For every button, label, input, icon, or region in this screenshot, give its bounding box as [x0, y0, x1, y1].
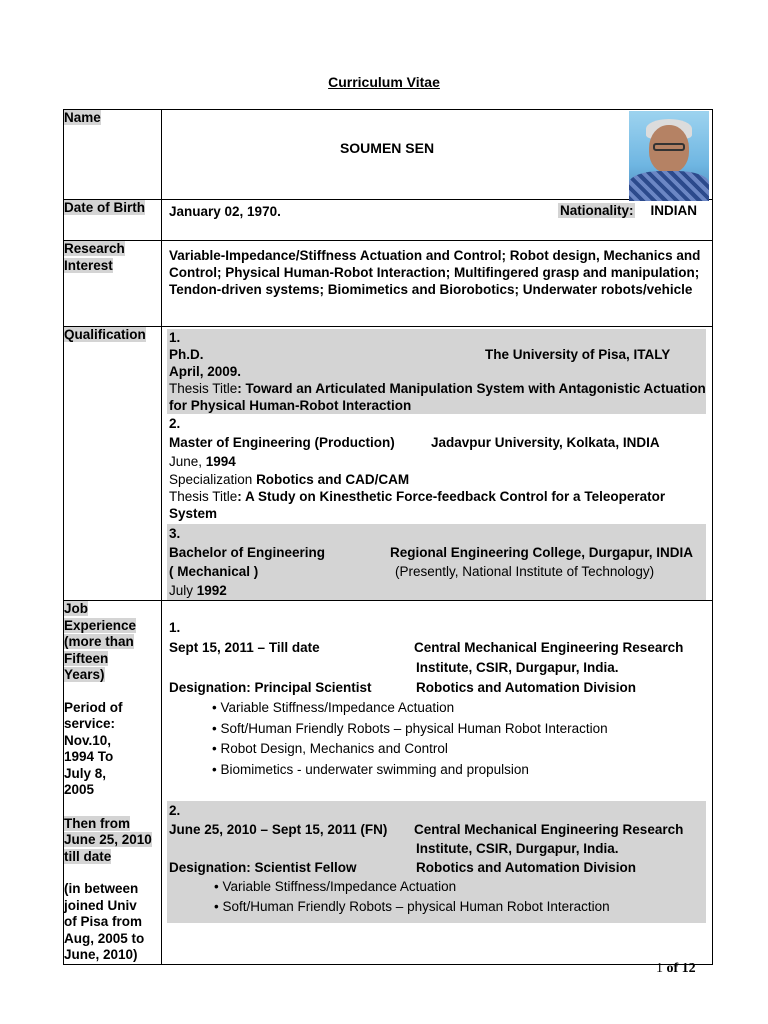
division: Robotics and Automation Division	[416, 680, 637, 695]
experience-item: 1. Sept 15, 2011 – Till date Central Mechanical Engineering Research Institute, CSIR, Durgapur, India. Designation: Principal Scientist Robotics and Automation Division • Variable Stiffness/Impedance Actuation • Soft/Human Friendly Robots – physical Human Robot Interaction • Robot Design, Mechanics and Control • Biomimetics - underwater swimming and propulsion	[167, 618, 706, 780]
name-label-cell	[64, 110, 162, 200]
nationality-value: INDIAN	[650, 203, 697, 218]
experience-cell	[162, 601, 713, 965]
research-cell	[162, 241, 713, 327]
cv-table	[63, 109, 713, 965]
research-text: Variable-Impedance/Stiffness Actuation and Control; Robot design, Mechanics and Control; Physical Human-Robot Interaction; Multifingered grasp and manipulation; Tendon-driven systems; Biomimetics and Biorobotics; Underwater robots/vehicle	[169, 248, 701, 297]
profile-photo	[629, 111, 709, 201]
designation: Designation: Principal Scientist	[169, 680, 372, 695]
responsibility-list	[169, 877, 706, 917]
list-item: • Biomimetics - underwater swimming and propulsion	[212, 760, 706, 781]
research-label: Research Interest	[64, 241, 125, 273]
division: Robotics and Automation Division	[416, 860, 637, 875]
thesis-title: : A Study on Kinesthetic Force-feedback Control for a Teleoperator System	[169, 489, 666, 521]
name-cell	[162, 110, 713, 200]
degree: Ph.D.	[169, 347, 204, 362]
experience-item: 2. June 25, 2010 – Sept 15, 2011 (FN) Central Mechanical Engineering Research Institute, CSIR, Durgapur, India. Designation: Scientist Fellow Robotics and Automation Division • Variable Stiffness/Impedance Actuation • Soft/Human Friendly Robots – physical Human Robot Interaction	[167, 801, 706, 923]
list-item: • Variable Stiffness/Impedance Actuation	[214, 877, 706, 897]
degree: Master of Engineering (Production)	[169, 435, 395, 450]
dob-label: Date of Birth	[64, 200, 145, 215]
qualification-label-cell	[64, 327, 162, 601]
name-label: Name	[64, 110, 101, 125]
experience-label: Job Experience (more than Fifteen Years)	[64, 601, 137, 682]
list-item: • Variable Stiffness/Impedance Actuation	[212, 698, 706, 719]
qualification-item: 3. Bachelor of Engineering Regional Engineering College, Durgapur, INDIA ( Mechanical ) (Presently, National Institute of Technology) July 1992	[167, 524, 706, 600]
specialization: Robotics and CAD/CAM	[256, 472, 410, 487]
qualification-item: 1. Ph.D. The University of Pisa, ITALY April, 2009. Thesis Title: Toward an Articulated Manipulation System with Antagonistic Actuation for Physical Human-Robot Interaction	[169, 330, 706, 413]
dob-label-cell	[64, 200, 162, 241]
institution: The University of Pisa, ITALY	[485, 347, 671, 362]
list-item: • Soft/Human Friendly Robots – physical Human Robot Interaction	[214, 897, 706, 917]
institution-note: (Presently, National Institute of Technology)	[395, 564, 655, 579]
institution: Jadavpur University, Kolkata, INDIA	[431, 435, 660, 450]
document-title: Curriculum Vitae	[328, 74, 440, 90]
responsibility-list	[169, 698, 706, 780]
job-period: Sept 15, 2011 – Till date	[169, 640, 320, 655]
institution: Regional Engineering College, Durgapur, INDIA	[390, 545, 694, 560]
degree: Bachelor of Engineering	[169, 545, 326, 560]
then-from-label: Then from June 25, 2010 till date	[64, 815, 152, 864]
person-name: SOUMEN SEN	[339, 140, 435, 156]
dob-cell	[162, 200, 713, 241]
list-item: • Soft/Human Friendly Robots – physical Human Robot Interaction	[212, 719, 706, 740]
dob-value: January 02, 1970.	[169, 204, 281, 219]
thesis-title: : Toward an Articulated Manipulation System with Antagonistic Actuation for Physical Human-Robot Interaction	[169, 381, 706, 413]
experience-label-cell	[64, 601, 162, 965]
period-of-service: Period of service: Nov.10, 1994 To July 8, 2005	[64, 699, 123, 797]
pisa-note: (in between joined Univ of Pisa from Aug, 2005 to June, 2010)	[64, 881, 145, 962]
organization: Central Mechanical Engineering Research	[414, 822, 684, 837]
qualification-cell	[162, 327, 713, 601]
organization: Central Mechanical Engineering Research	[414, 640, 684, 655]
nationality-label: Nationality:	[559, 203, 634, 218]
research-label-cell	[64, 241, 162, 327]
qualification-item: 2. Master of Engineering (Production) Jadavpur University, Kolkata, INDIA June, 1994 Specialization Robotics and CAD/CAM Thesis Title: A Study on Kinesthetic Force-feedback Control for a Teleoperator System	[169, 416, 666, 521]
designation: Designation: Scientist Fellow	[169, 860, 357, 875]
page-number: 1 of 12	[656, 961, 696, 976]
job-period: June 25, 2010 – Sept 15, 2011 (FN)	[169, 822, 388, 837]
degree-date: April, 2009.	[169, 364, 242, 379]
qualification-label: Qualification	[64, 327, 146, 342]
list-item: • Robot Design, Mechanics and Control	[212, 739, 706, 760]
